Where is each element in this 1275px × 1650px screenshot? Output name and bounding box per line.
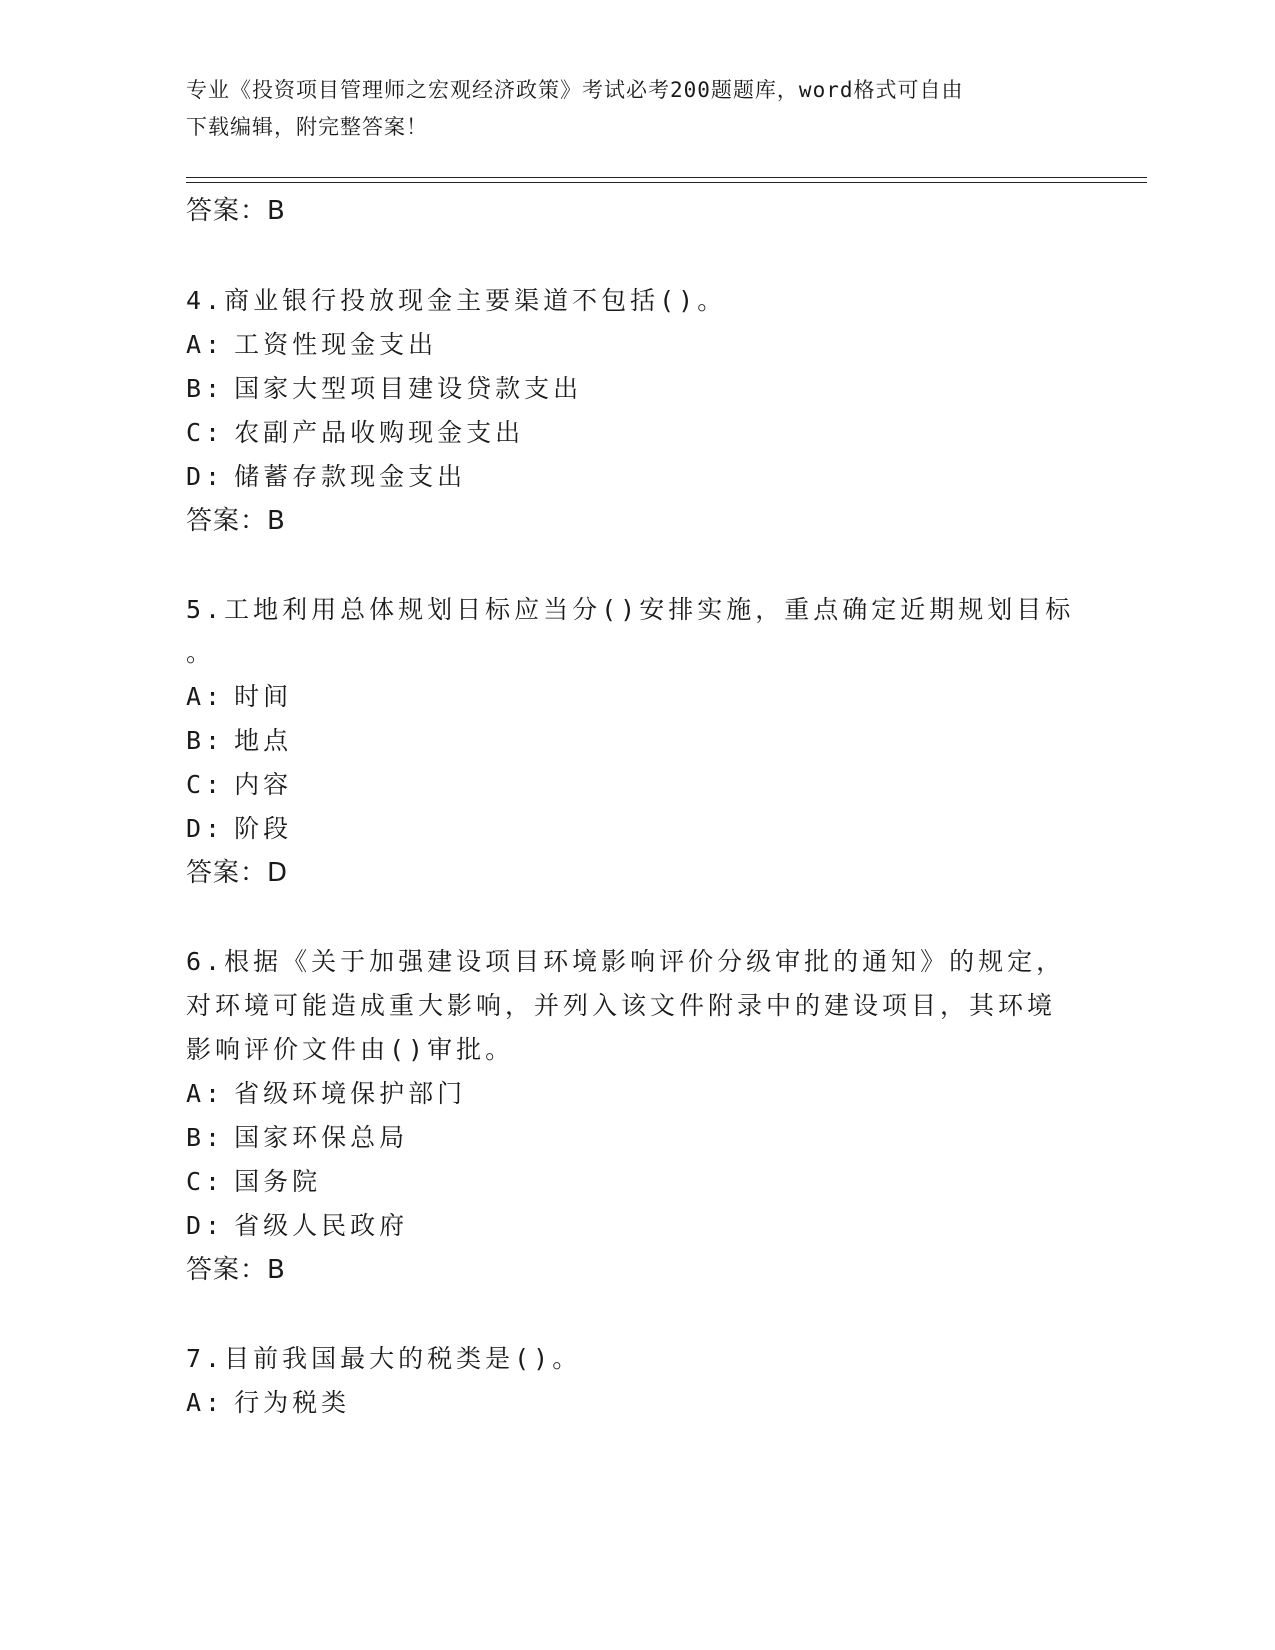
question-4-option-c [186, 413, 524, 449]
question-6-option-b [186, 1118, 408, 1154]
option-label: D: [186, 1211, 225, 1240]
header-divider-bottom [186, 182, 1147, 183]
option-label: A: [186, 1388, 225, 1417]
question-6-answer: 答案：B [186, 1255, 286, 1285]
option-text: 时间 [234, 682, 293, 711]
question-6-stem-line-3: 影响评价文件由()审批。 [186, 1035, 515, 1064]
option-text: 国家环保总局 [234, 1123, 409, 1152]
option-label: C: [186, 418, 225, 447]
option-text: 内容 [234, 770, 293, 799]
question-4-option-b [186, 369, 582, 405]
question-5-option-a [186, 677, 292, 713]
question-4-answer: 答案：B [186, 506, 286, 536]
option-label: A: [186, 1079, 225, 1108]
option-label: D: [186, 462, 225, 491]
option-text: 农副产品收购现金支出 [234, 418, 525, 447]
option-label: B: [186, 1123, 225, 1152]
option-label: B: [186, 374, 225, 403]
header-divider-top [186, 177, 1147, 178]
option-text: 国家大型项目建设贷款支出 [234, 374, 583, 403]
option-text: 阶段 [234, 814, 293, 843]
header-line-2: 下载编辑，附完整答案！ [186, 115, 428, 139]
question-5-answer: 答案：D [186, 858, 289, 888]
question-6-option-a [186, 1074, 466, 1110]
question-5-option-b [186, 721, 292, 757]
question-4-stem: 4.商业银行投放现金主要渠道不包括()。 [186, 286, 727, 315]
option-text: 地点 [234, 726, 293, 755]
question-5-option-d [186, 809, 292, 845]
option-text: 工资性现金支出 [234, 330, 438, 359]
header-line-1: 专业《投资项目管理师之宏观经济政策》考试必考200题题库，word格式可自由 [186, 78, 964, 102]
option-text: 行为税类 [234, 1388, 351, 1417]
option-text: 国务院 [234, 1167, 322, 1196]
answer-prev: 答案：B [186, 196, 286, 226]
question-5-stem-line-1: 5.工地利用总体规划日标应当分()安排实施，重点确定近期规划目标 [186, 595, 1075, 624]
option-text: 储蓄存款现金支出 [234, 462, 467, 491]
question-6-stem-line-1: 6.根据《关于加强建设项目环境影响评价分级审批的通知》的规定， [186, 947, 1066, 976]
option-label: B: [186, 726, 225, 755]
document-header [186, 72, 1066, 146]
question-4-option-d [186, 457, 466, 493]
option-label: D: [186, 814, 225, 843]
option-label: A: [186, 682, 225, 711]
question-5-stem-line-2: 。 [186, 638, 216, 667]
question-6-option-d [186, 1206, 408, 1242]
option-label: C: [186, 770, 225, 799]
question-6-option-c [186, 1162, 321, 1198]
question-6-stem-line-2: 对环境可能造成重大影响，并列入该文件附录中的建设项目，其环境 [186, 991, 1057, 1020]
option-label: C: [186, 1167, 225, 1196]
option-label: A: [186, 330, 225, 359]
question-4-option-a [186, 325, 437, 361]
question-7-option-a [186, 1383, 350, 1419]
option-text: 省级环境保护部门 [234, 1079, 467, 1108]
option-text: 省级人民政府 [234, 1211, 409, 1240]
question-7-stem: 7.目前我国最大的税类是()。 [186, 1344, 582, 1373]
question-5-option-c [186, 765, 292, 801]
